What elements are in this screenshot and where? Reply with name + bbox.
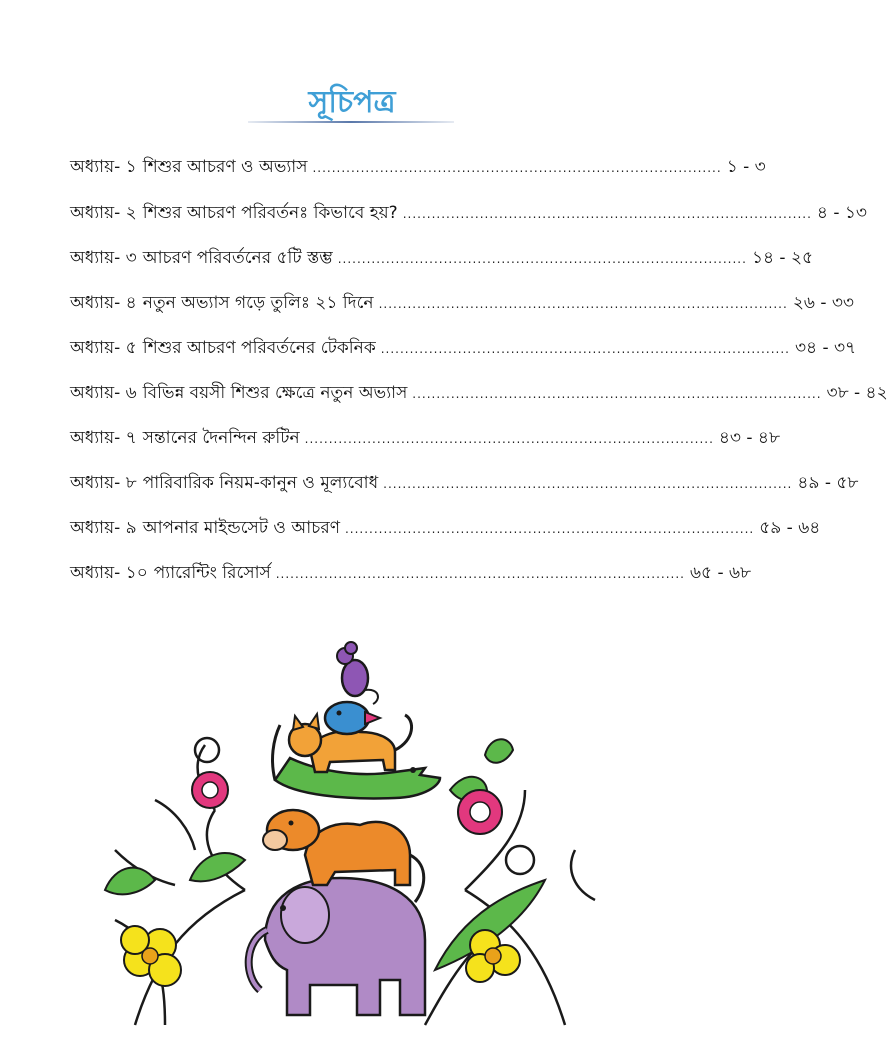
page-range: ৩৮ - ৪২: [826, 383, 888, 403]
page-range: ৪৩ - ৪৮: [718, 428, 780, 448]
page-range: ২৬ - ৩৩: [792, 293, 854, 313]
chapter-number: অধ্যায়- ৩: [70, 248, 137, 268]
page-range: ৪৯ - ৫৮: [797, 473, 859, 493]
chapter-number: অধ্যায়- ১০: [70, 563, 148, 583]
bird-icon: [325, 702, 380, 734]
chapter-title: শিশুর আচরণ পরিবর্তনঃ কিভাবে হয়?: [142, 203, 398, 223]
toc-entry: [70, 243, 814, 273]
page-range: ১৪ - ২৫: [751, 248, 814, 268]
chapter-number: অধ্যায়- ২: [70, 203, 137, 223]
toc-entry: [70, 423, 780, 453]
toc-entry: [70, 468, 859, 498]
chapter-title: নতুন অভ্যাস গড়ে তুলিঃ ২১ দিনে: [142, 293, 374, 313]
chapter-number: অধ্যায়- ৪: [70, 293, 137, 313]
chapter-title: শিশুর আচরণ পরিবর্তনের টেকনিক: [142, 338, 376, 358]
dot-leader: .....................................................................................: [337, 252, 747, 266]
page-range: ৬৫ - ৬৮: [689, 563, 752, 583]
toc-entry: [70, 333, 857, 363]
chapter-number: অধ্যায়- ৮: [70, 473, 137, 493]
yellow-flower-icon: [121, 926, 181, 986]
chapter-title: শিশুর আচরণ ও অভ্যাস: [142, 157, 308, 177]
chapter-number: অধ্যায়- ১: [70, 157, 137, 177]
dot-leader: .....................................................................................: [344, 522, 755, 536]
page-range: ১ - ৩: [726, 157, 766, 177]
dot-leader: .....................................................................................: [378, 297, 788, 311]
stacked-animals-illustration: [95, 640, 615, 1030]
leaf-icon: [485, 739, 513, 762]
title-underline: [248, 121, 454, 123]
toc-entry: [70, 513, 821, 543]
chapter-title: পারিবারিক নিয়ম-কানুন ও মূল্যবোধ: [142, 473, 379, 493]
mouse-icon: [337, 642, 378, 704]
chapter-number: অধ্যায়- ৫: [70, 338, 137, 358]
pink-flower-icon: [458, 790, 502, 834]
dot-leader: .....................................................................................: [380, 342, 790, 356]
dot-leader: .....................................................................................: [383, 477, 793, 491]
toc-entry: [70, 558, 752, 588]
toc-entry: [70, 152, 766, 182]
chapter-title: সন্তানের দৈনন্দিন রুটিন: [142, 428, 300, 448]
chapter-number: অধ্যায়- ৯: [70, 518, 137, 538]
toc-entry: [70, 378, 888, 408]
page-title: সূচিপত্র: [308, 85, 396, 120]
page-range: ৫৯ - ৬৪: [759, 518, 821, 538]
dot-leader: .....................................................................................: [312, 161, 722, 175]
chapter-title: বিভিন্ন বয়সী শিশুর ক্ষেত্রে নতুন অভ্যাস: [142, 383, 408, 403]
dot-leader: .....................................................................................: [304, 432, 714, 446]
chapter-number: অধ্যায়- ৭: [70, 428, 137, 448]
chapter-title: আচরণ পরিবর্তনের ৫টি স্তম্ভ: [142, 248, 333, 268]
toc-entry: [70, 198, 867, 228]
yellow-flower-icon: [466, 930, 520, 982]
dot-leader: .....................................................................................: [412, 387, 822, 401]
leaf-icon: [190, 853, 245, 881]
chapter-number: অধ্যায়- ৬: [70, 383, 137, 403]
chapter-title: প্যারেন্টিং রিসোর্স: [153, 563, 271, 583]
page-range: ৪ - ১৩: [816, 203, 867, 223]
chapter-title: আপনার মাইন্ডসেট ও আচরণ: [142, 518, 340, 538]
page-range: ৩৪ - ৩৭: [794, 338, 857, 358]
dot-leader: .....................................................................................: [402, 207, 812, 221]
pink-flower-icon: [192, 772, 228, 808]
dot-leader: .....................................................................................: [275, 567, 685, 581]
leaf-icon: [105, 868, 155, 895]
toc-entry: [70, 288, 854, 318]
elephant-icon: [249, 878, 425, 1015]
